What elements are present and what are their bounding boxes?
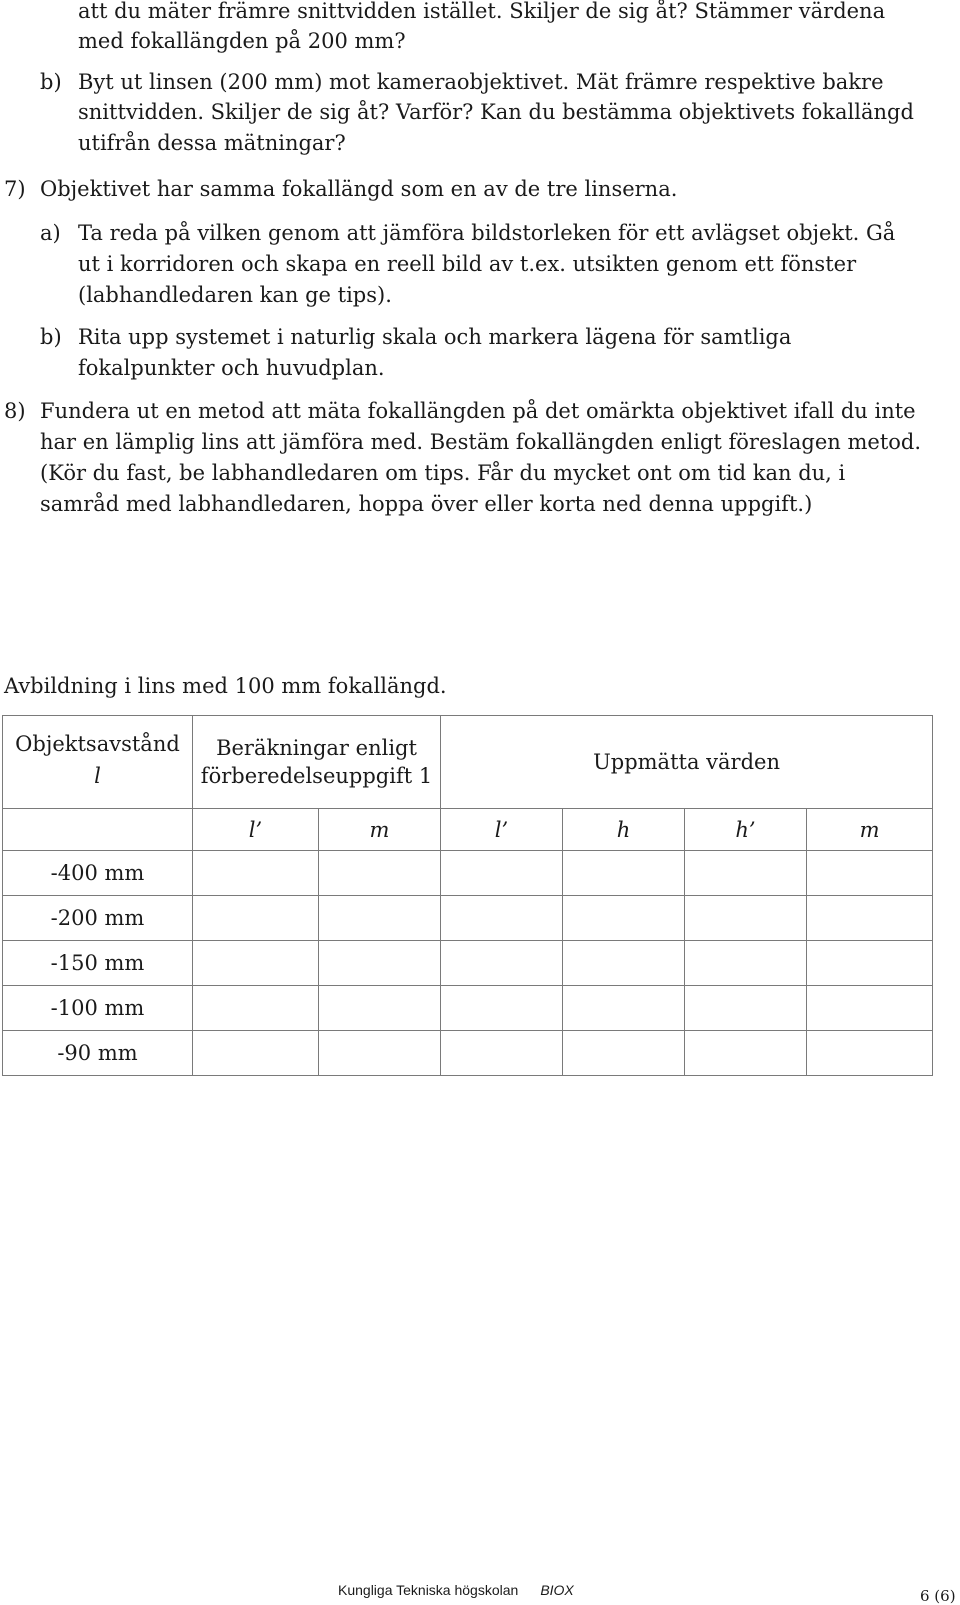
item-7-text: Objektivet har samma fokallängd som en av de tre linserna.: [40, 177, 678, 201]
item-7a-line2: ut i korridoren och skapa en reell bild av t.ex. utsikten genom ett fönster: [78, 252, 857, 276]
table-cell[interactable]: [441, 941, 563, 986]
table-cell[interactable]: [807, 851, 933, 896]
table-cell[interactable]: [807, 1031, 933, 1076]
row-distance: -400 mm: [3, 851, 193, 896]
header-calculations: [193, 716, 441, 809]
table-cell[interactable]: [319, 1031, 441, 1076]
item-7a-line3: (labhandledaren kan ge tips).: [78, 283, 392, 307]
item-7a-line1: Ta reda på vilken genom att jämföra bildstorleken för ett avlägset objekt. Gå: [78, 221, 896, 245]
table-cell[interactable]: [441, 896, 563, 941]
table-cell[interactable]: [563, 851, 685, 896]
header-object-distance-symbol: l: [94, 764, 101, 788]
row-distance: -100 mm: [3, 986, 193, 1031]
item-8-line1: Fundera ut en metod att mäta fokallängden på det omärkta objektivet ifall du inte: [40, 399, 916, 423]
row-distance: -90 mm: [3, 1031, 193, 1076]
table-row: [3, 986, 933, 1031]
table-cell[interactable]: [563, 941, 685, 986]
item-7b-line2: fokalpunkter och huvudplan.: [78, 356, 385, 380]
page-number: 6 (6): [920, 1587, 956, 1605]
table-cell[interactable]: [193, 941, 319, 986]
table-cell[interactable]: [807, 896, 933, 941]
table-cell[interactable]: [563, 986, 685, 1031]
table-cell[interactable]: [685, 851, 807, 896]
measurement-table: [2, 715, 933, 1076]
table-cell[interactable]: [441, 1031, 563, 1076]
footer-institution: Kungliga Tekniska högskolan: [338, 1582, 519, 1598]
table-cell[interactable]: [563, 1031, 685, 1076]
item-b-label: b): [40, 70, 62, 94]
header-calculations-line1: Beräkningar enligt: [216, 736, 417, 760]
item-8-label: 8): [4, 399, 26, 423]
header-object-distance-title: Objektsavstånd: [15, 732, 180, 756]
table-cell[interactable]: [441, 986, 563, 1031]
subheader-h-prime: h’: [685, 809, 807, 851]
table-cell[interactable]: [685, 986, 807, 1031]
table-row: [3, 1031, 933, 1076]
footer-course: BIOX: [540, 1582, 574, 1598]
item-7a-label: a): [40, 221, 61, 245]
table-cell[interactable]: [193, 851, 319, 896]
subheader-m: m: [319, 809, 441, 851]
table-cell[interactable]: [193, 986, 319, 1031]
table-cell[interactable]: [807, 986, 933, 1031]
subheader-l-prime: l’: [193, 809, 319, 851]
table-cell[interactable]: [685, 1031, 807, 1076]
table-subheader-row: [3, 809, 933, 851]
table-cell[interactable]: [319, 986, 441, 1031]
table-cell[interactable]: [193, 896, 319, 941]
subheader-empty: [3, 809, 193, 851]
table-cell[interactable]: [685, 941, 807, 986]
item-7b-line1: Rita upp systemet i naturlig skala och markera lägena för samtliga: [78, 325, 792, 349]
table-cell[interactable]: [319, 896, 441, 941]
table-cell[interactable]: [807, 941, 933, 986]
table-row: [3, 896, 933, 941]
item-7b-label: b): [40, 325, 62, 349]
subheader-m-measured: m: [807, 809, 933, 851]
row-distance: -200 mm: [3, 896, 193, 941]
table-caption: Avbildning i lins med 100 mm fokallängd.: [4, 674, 447, 698]
item-8-line3: (Kör du fast, be labhandledaren om tips. Får du mycket ont om tid kan du, i: [40, 461, 846, 485]
header-object-distance: [3, 716, 193, 809]
table-cell[interactable]: [441, 851, 563, 896]
subheader-l-prime-measured: l’: [441, 809, 563, 851]
row-distance: -150 mm: [3, 941, 193, 986]
text-line-1: att du mäter främre snittvidden istället. Skiljer de sig åt? Stämmer värdena: [78, 0, 886, 23]
table-cell[interactable]: [319, 851, 441, 896]
table-header-row: [3, 716, 933, 809]
header-calculations-line2: förberedelseuppgift 1: [200, 764, 433, 788]
text-line-3: snittvidden. Skiljer de sig åt? Varför? Kan du bestämma objektivets fokallängd: [78, 100, 914, 124]
item-b-text: Byt ut linsen (200 mm) mot kameraobjektivet. Mät främre respektive bakre: [78, 70, 884, 94]
table-row: [3, 851, 933, 896]
text-line-4: utifrån dessa mätningar?: [78, 131, 346, 155]
subheader-h: h: [563, 809, 685, 851]
text-line-2: med fokallängden på 200 mm?: [78, 29, 406, 53]
table-row: [3, 941, 933, 986]
table-cell[interactable]: [193, 1031, 319, 1076]
table-cell[interactable]: [685, 896, 807, 941]
page-footer: [338, 1581, 574, 1599]
item-8-line4: samråd med labhandledaren, hoppa över eller korta ned denna uppgift.): [40, 492, 813, 516]
item-8-line2: har en lämplig lins att jämföra med. Bestäm fokallängden enligt föreslagen metod.: [40, 430, 922, 454]
table-cell[interactable]: [319, 941, 441, 986]
header-measured-values: Uppmätta värden: [441, 716, 933, 809]
table-cell[interactable]: [563, 896, 685, 941]
item-7-label: 7): [4, 177, 26, 201]
